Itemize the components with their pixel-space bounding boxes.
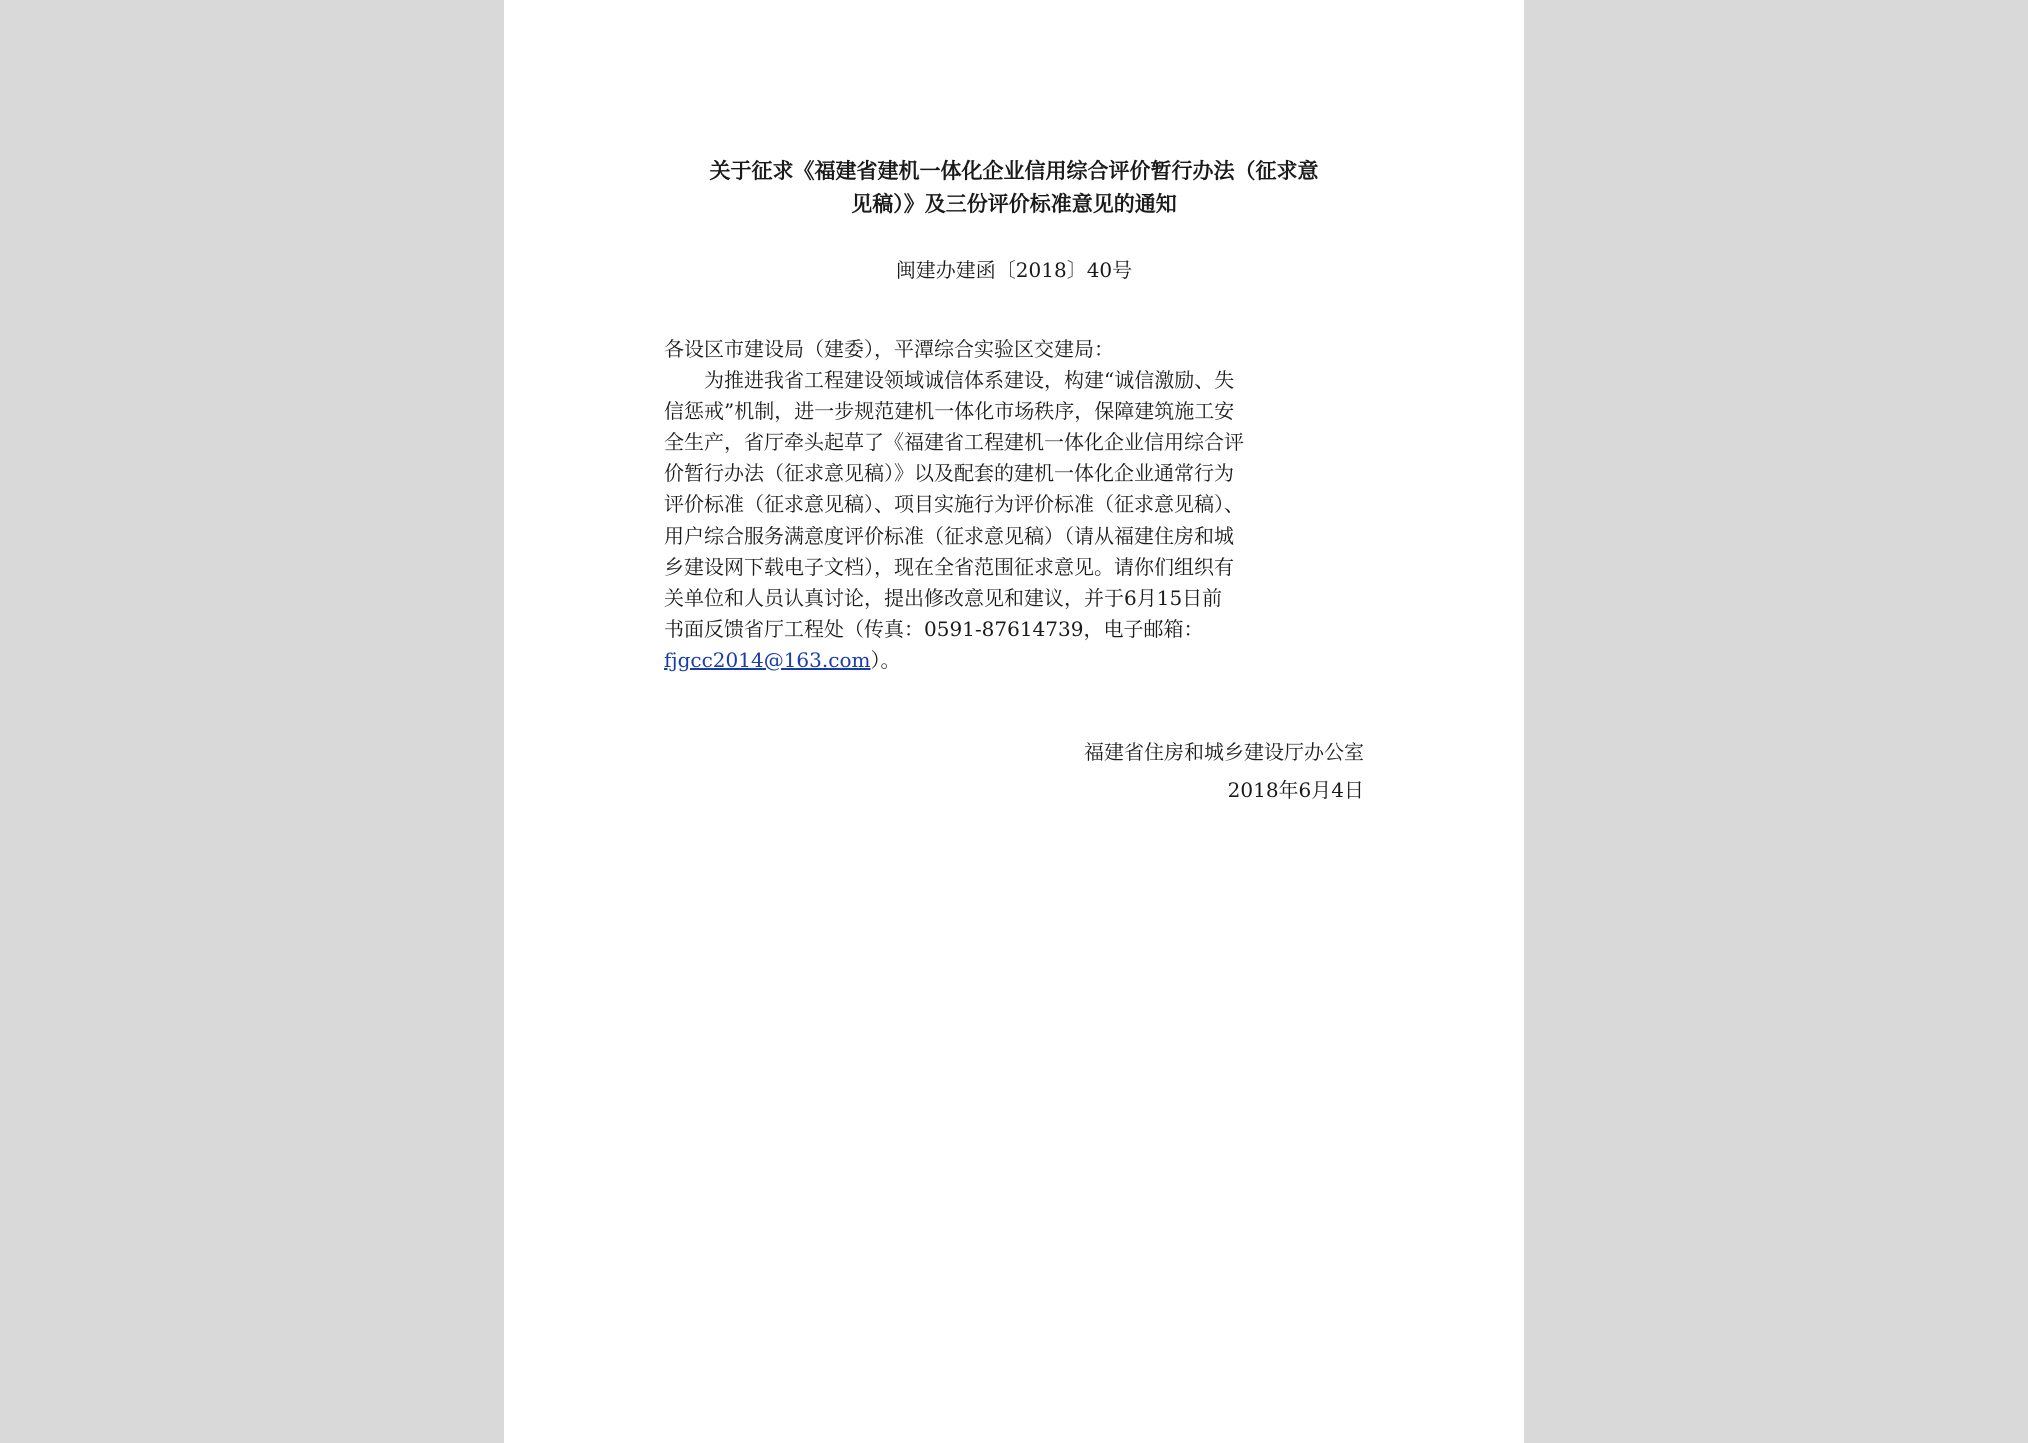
body-line: 乡建设网下载电子文档），现在全省范围征求意见。请你们组织有 — [664, 554, 1234, 579]
title-line: 关于征求《福建省建机一体化企业信用综合评价暂行办法（征求意 — [709, 159, 1319, 183]
body-line-email — [664, 645, 1384, 676]
body-line: 价暂行办法（征求意见稿）》以及配套的建机一体化企业通常行为 — [664, 461, 1234, 486]
body-line: 书面反馈省厅工程处（传真：0591-87614739，电子邮箱： — [664, 616, 1204, 641]
document-number: 闽建办建函〔2018〕40号 — [895, 258, 1133, 282]
body-line: 用户综合服务满意度评价标准（征求意见稿）（请从福建住房和城 — [664, 523, 1234, 548]
signature-date: 2018年6月4日 — [1227, 778, 1364, 802]
document-body — [664, 334, 1384, 676]
email-link[interactable]: fjgcc2014@163.com — [664, 647, 871, 672]
document-title — [664, 155, 1364, 221]
signature-block — [664, 733, 1364, 809]
body-line: 信惩戒”机制，进一步规范建机一体化市场秩序，保障建筑施工安 — [664, 399, 1235, 424]
body-line: 为推进我省工程建设领域诚信体系建设，构建“诚信激励、失 — [704, 368, 1235, 393]
body-line: 全生产，省厅牵头起草了《福建省工程建机一体化企业信用综合评 — [664, 430, 1244, 455]
title-line: 见稿）》及三份评价标准意见的通知 — [851, 192, 1177, 216]
body-line: 评价标准（征求意见稿）、项目实施行为评价标准（征求意见稿）、 — [664, 492, 1244, 517]
document-page — [504, 0, 1524, 1443]
signature-organization: 福建省住房和城乡建设厅办公室 — [1084, 740, 1364, 764]
email-suffix: ）。 — [870, 647, 901, 672]
salutation: 各设区市建设局（建委），平潭综合实验区交建局： — [664, 337, 1114, 361]
body-line: 关单位和人员认真讨论，提出修改意见和建议，并于6月15日前 — [664, 585, 1223, 610]
